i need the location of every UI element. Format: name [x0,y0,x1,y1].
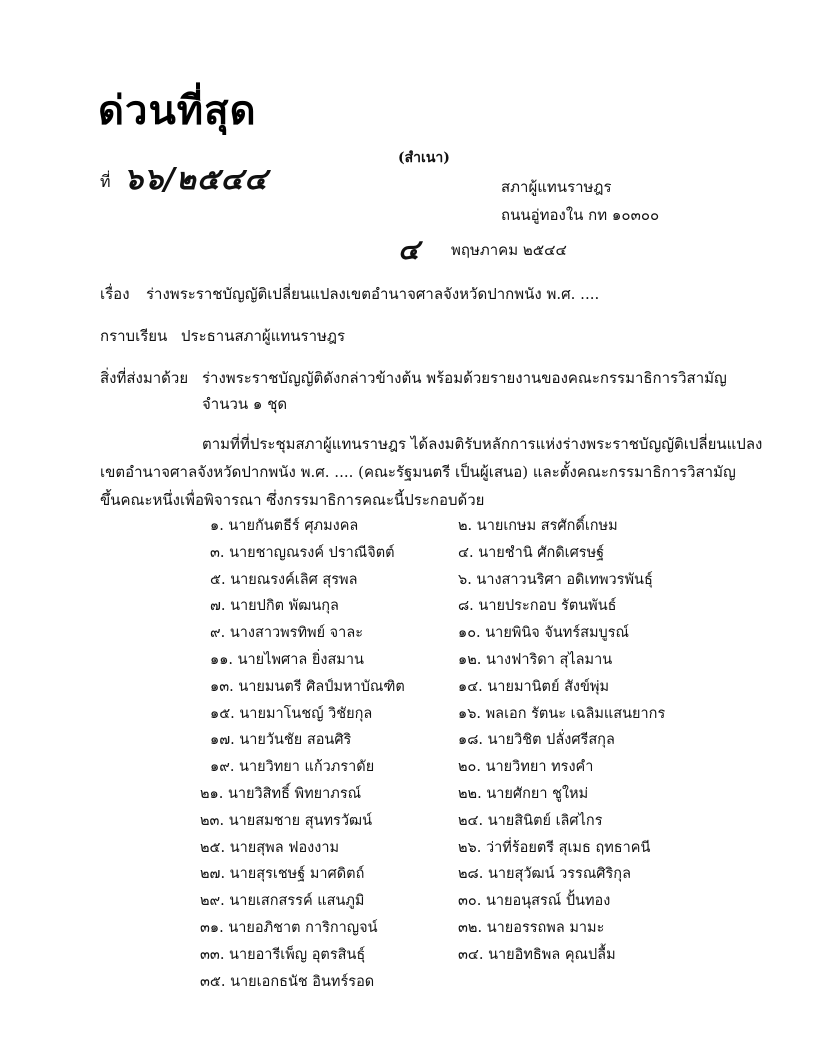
date-month-year: พฤษภาคม ๒๕๔๔ [451,241,567,259]
committee-member-item: ๑๙. นายวิทยา แก้วภราดัย [210,759,375,776]
committee-member-item: ๓๓. นายอารีเพ็ญ อุตรสินธุ์ [200,946,366,963]
committee-member-item: ๒๘. นายสุวัฒน์ วรรณศิริกุล [458,866,631,883]
doc-number-label: ที่ [100,172,111,191]
committee-member-item: ๒๐. นายวิทยา ทรงคำ [458,759,594,776]
committee-member-item: ๑๔. นายมานิตย์ สังข์พุ่ม [458,678,610,695]
committee-member-item: ๓๐. นายอนุสรณ์ ปั้นทอง [458,893,611,910]
enclosure-text-line2: จำนวน ๑ ชุด [202,395,288,413]
sender-address: ถนนอู่ทองใน กท ๑๐๓๐๐ [501,206,660,224]
committee-member-item: ๒๙. นายเสกสรรค์ แสนภูมิ [200,893,365,910]
committee-member-item: ๑๒. นางฟาริดา สุไลมาน [458,652,613,668]
committee-member-item: ๘. นายประกอบ รัตนพันธ์ [458,598,617,615]
enclosure-text-line1: ร่างพระราชบัญญัติดังกล่าวข้างต้น พร้อมด้วยรายงานของคณะกรรมาธิการวิสามัญ [202,369,727,387]
body-paragraph-line1: ตามที่ที่ประชุมสภาผู้แทนราษฎร ได้ลงมติรับหลักการแห่งร่างพระราชบัญญัติเปลี่ยนแปลง [202,435,763,453]
body-paragraph-line3: ขึ้นคณะหนึ่งเพื่อพิจารณา ซึ่งกรรมาธิการคณะนี้ประกอบด้วย [100,491,485,509]
subject-text: ร่างพระราชบัญญัติเปลี่ยนแปลงเขตอำนาจศาลจังหวัดปากพนัง พ.ศ. .... [146,285,600,303]
body-paragraph-line2: เขตอำนาจศาลจังหวัดปากพนัง พ.ศ. .... (คณะรัฐมนตรี เป็นผู้เสนอ) และตั้งคณะกรรมาธิการวิสามัญ [100,463,736,481]
date-day-handwritten: ๔ [398,233,420,266]
salutation-label: กราบเรียน [100,327,168,345]
subject-label: เรื่อง [100,285,130,303]
committee-member-item: ๑๓. นายมนตรี ศิลป์มหาบัณฑิต [210,678,405,695]
committee-member-item: ๒๒. นายศักยา ชูใหม่ [458,786,589,802]
salutation-text: ประธานสภาผู้แทนราษฎร [181,327,346,345]
committee-member-item: ๔. นายชำนิ ศักดิเศรษฐ์ [458,544,605,561]
committee-member-item: ๒๓. นายสมชาย สุนทรวัฒน์ [200,812,372,829]
enclosure-label: สิ่งที่ส่งมาด้วย [100,369,189,387]
committee-member-item: ๑. นายกันตธีร์ ศุภมงคล [210,518,359,534]
committee-member-item: ๑๗. นายวันชัย สอนศิริ [210,732,352,749]
sender-org: สภาผู้แทนราษฎร [501,178,612,196]
committee-member-item: ๑๖. พลเอก รัตนะ เฉลิมแสนยากร [458,705,666,722]
committee-member-item: ๑๑. นายไพศาล ยิ่งสมาน [210,652,364,668]
committee-member-item: ๖. นางสาวนริศา อดิเทพวรพันธุ์ [458,571,653,588]
urgency-stamp: ด่วนที่สุด [98,88,257,134]
committee-member-item: ๙. นางสาวพรทิพย์ จาละ [210,625,363,642]
committee-member-item: ๒๑. นายวิสิทธิ์ พิทยาภรณ์ [200,786,362,802]
committee-member-item: ๓๕. นายเอกธนัช อินทร์รอด [200,973,375,990]
committee-member-item: ๑๐. นายพินิจ จันทร์สมบูรณ์ [458,625,630,642]
doc-number-handwritten: ๖๖/๒๕๔๔ [124,162,268,197]
committee-member-item: ๒๗. นายสุรเชษฐ์ มาศดิตถ์ [200,866,365,883]
committee-member-item: ๒๖. ว่าที่ร้อยตรี สุเมธ ฤทธาคนี [458,839,651,856]
committee-member-item: ๒๕. นายสุพล ฟองงาม [200,839,340,856]
committee-member-item: ๑๕. นายมาโนชญ์ วิชัยกุล [210,705,373,722]
committee-member-item: ๗. นายปกิต พัฒนกุล [210,598,339,615]
committee-member-item: ๒. นายเกษม สรศักดิ์เกษม [458,518,618,534]
committee-member-item: ๕. นายณรงค์เลิศ สุรพล [210,571,358,588]
committee-member-item: ๑๘. นายวิชิต ปลั่งศรีสกุล [458,732,615,749]
committee-member-item: ๓. นายชาญณรงค์ ปราณีจิตต์ [210,544,395,561]
copy-label: (สำเนา) [398,150,450,166]
committee-member-item: ๒๔. นายสินิตย์ เลิศไกร [458,812,603,829]
committee-member-item: ๓๒. นายอรรถพล มามะ [458,920,605,936]
committee-member-item: ๓๔. นายอิทธิพล คุณปลื้ม [458,946,616,963]
committee-member-item: ๓๑. นายอภิชาต การิกาญจน์ [200,920,378,936]
